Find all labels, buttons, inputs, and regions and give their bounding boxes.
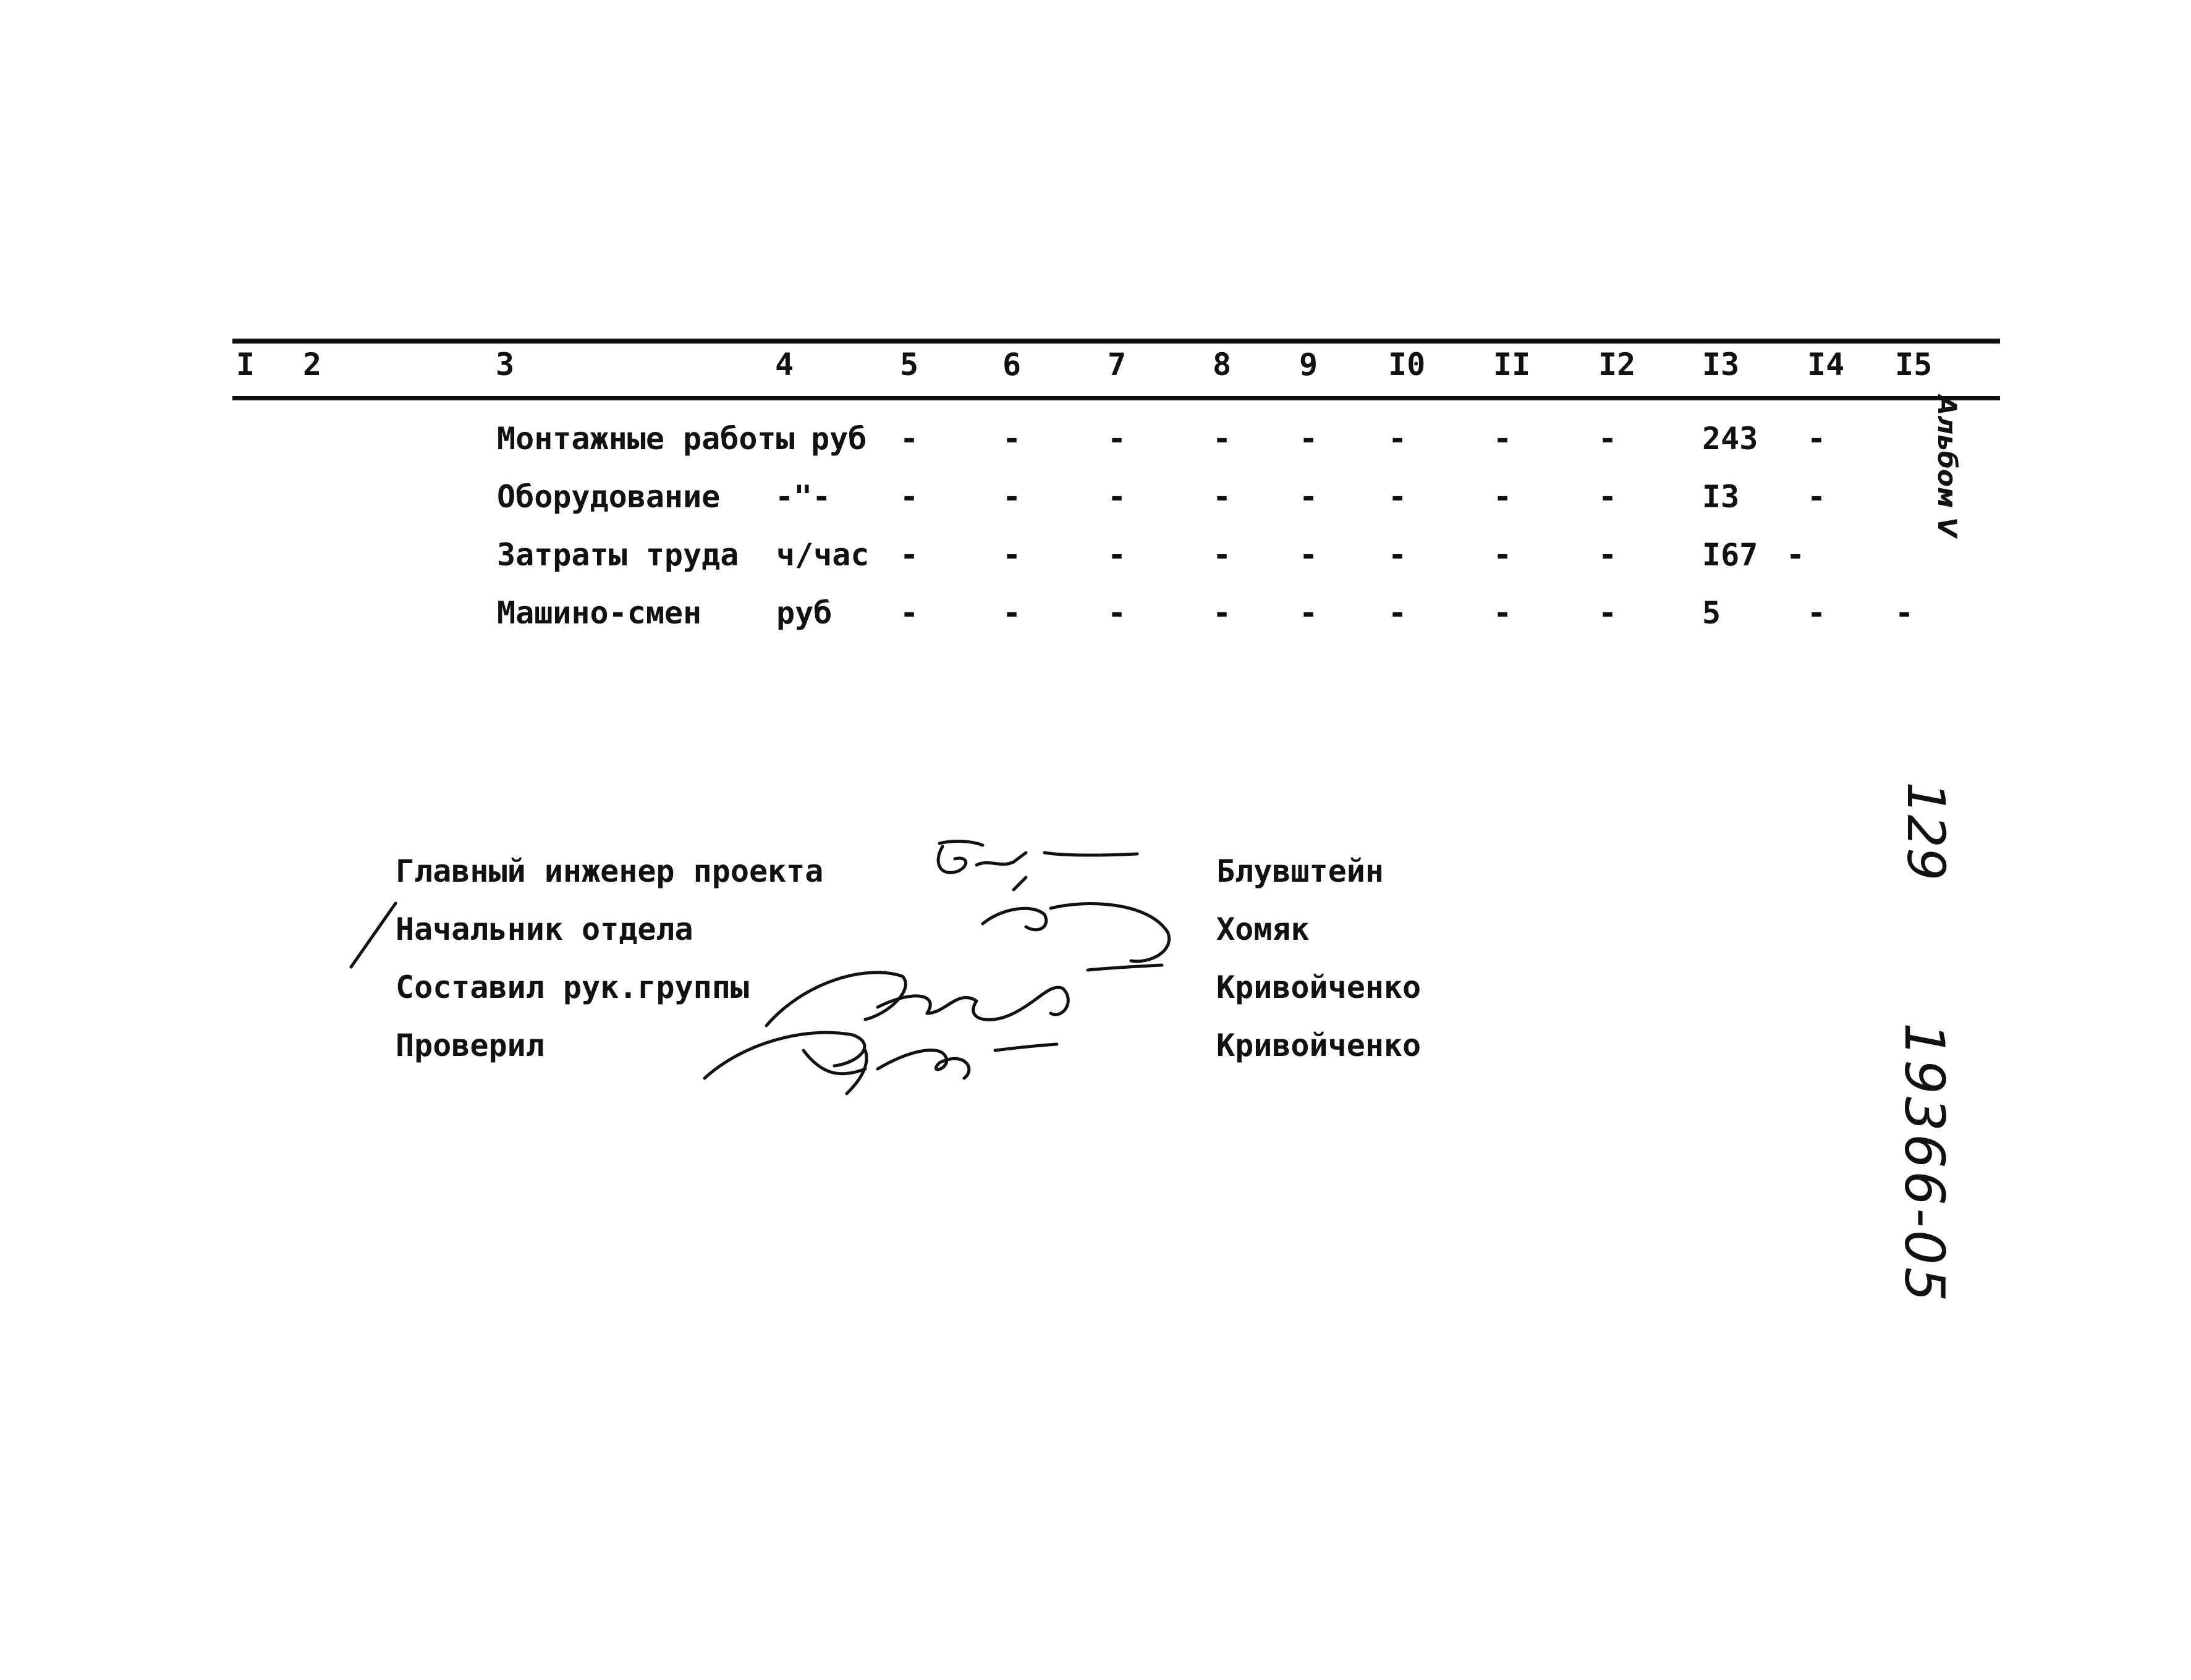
- signer-name: Хомяк: [1216, 911, 1310, 947]
- row-item-name: Монтажные работы: [497, 421, 795, 457]
- row-unit: руб: [776, 595, 833, 631]
- row-cell-5: -: [900, 595, 919, 631]
- row-cell-12: -: [1598, 421, 1617, 457]
- row-cell-11: -: [1493, 537, 1512, 573]
- col-header-1: I: [236, 347, 255, 382]
- signer-role: Главный инженер проекта: [396, 853, 824, 889]
- row-cell-5: -: [900, 421, 919, 457]
- row-cell-13: 243: [1702, 421, 1758, 457]
- document-code: 19366-05: [1892, 1023, 1956, 1304]
- col-header-15: I5: [1895, 347, 1933, 382]
- col-header-7: 7: [1108, 347, 1127, 382]
- col-header-6: 6: [1002, 347, 1022, 382]
- row-cell-12: -: [1598, 479, 1617, 515]
- row-cell-7: -: [1108, 479, 1127, 515]
- row-cell-10: -: [1388, 421, 1407, 457]
- row-cell-7: -: [1108, 595, 1127, 631]
- row-cell-15: -: [1895, 595, 1914, 631]
- row-item-name: Затраты труда: [497, 537, 739, 573]
- row-cell-8: -: [1213, 537, 1232, 573]
- col-header-11: II: [1493, 347, 1531, 382]
- row-cell-10: -: [1388, 537, 1407, 573]
- row-cell-8: -: [1213, 421, 1232, 457]
- row-cell-5: -: [900, 537, 919, 573]
- row-cell-6: -: [1002, 595, 1022, 631]
- row-cell-9: -: [1299, 421, 1318, 457]
- signer-name: Кривойченко: [1216, 1028, 1422, 1063]
- row-cell-12: -: [1598, 595, 1617, 631]
- row-cell-10: -: [1388, 479, 1407, 515]
- signer-name: Кривойченко: [1216, 969, 1422, 1005]
- row-cell-11: -: [1493, 595, 1512, 631]
- signer-role: Начальник отдела: [396, 911, 693, 947]
- row-cell-13: 5: [1702, 595, 1721, 631]
- album-stamp: Альбом V: [1932, 395, 1962, 538]
- table-header-rule: [232, 396, 2000, 400]
- col-header-14: I4: [1807, 347, 1845, 382]
- row-cell-10: -: [1388, 595, 1407, 631]
- col-header-2: 2: [303, 347, 322, 382]
- row-cell-6: -: [1002, 479, 1022, 515]
- row-cell-14: -: [1807, 595, 1826, 631]
- row-cell-5: -: [900, 479, 919, 515]
- col-header-5: 5: [900, 347, 919, 382]
- row-cell-11: -: [1493, 479, 1512, 515]
- tick-mark: [351, 903, 396, 967]
- page-number: 129: [1896, 782, 1956, 881]
- row-cell-14: -: [1807, 421, 1826, 457]
- row-cell-7: -: [1108, 537, 1127, 573]
- row-cell-6: -: [1002, 421, 1022, 457]
- row-cell-9: -: [1299, 595, 1318, 631]
- row-cell-8: -: [1213, 595, 1232, 631]
- row-unit: -"-: [775, 479, 831, 515]
- row-cell-13: I67: [1702, 537, 1758, 573]
- row-cell-9: -: [1299, 479, 1318, 515]
- col-header-3: 3: [496, 347, 515, 382]
- table-top-rule: [232, 339, 2000, 344]
- row-cell-8: -: [1213, 479, 1232, 515]
- row-cell-14: -: [1786, 537, 1805, 573]
- row-item-name: Машино-смен: [497, 595, 702, 631]
- col-header-8: 8: [1213, 347, 1232, 382]
- col-header-4: 4: [775, 347, 794, 382]
- row-cell-11: -: [1493, 421, 1512, 457]
- col-header-10: I0: [1388, 347, 1426, 382]
- row-unit: руб: [811, 421, 867, 457]
- col-header-12: I2: [1598, 347, 1636, 382]
- row-item-name: Оборудование: [497, 479, 721, 515]
- row-cell-7: -: [1108, 421, 1127, 457]
- row-cell-14: -: [1807, 479, 1826, 515]
- col-header-13: I3: [1702, 347, 1740, 382]
- signer-role: Проверил: [396, 1028, 545, 1063]
- row-cell-12: -: [1598, 537, 1617, 573]
- signer-name: Блувштейн: [1216, 853, 1384, 889]
- row-cell-6: -: [1002, 537, 1022, 573]
- col-header-9: 9: [1299, 347, 1318, 382]
- row-cell-13: I3: [1702, 479, 1740, 515]
- row-cell-9: -: [1299, 537, 1318, 573]
- signer-role: Составил рук.группы: [396, 969, 749, 1005]
- row-unit: ч/час: [776, 537, 870, 573]
